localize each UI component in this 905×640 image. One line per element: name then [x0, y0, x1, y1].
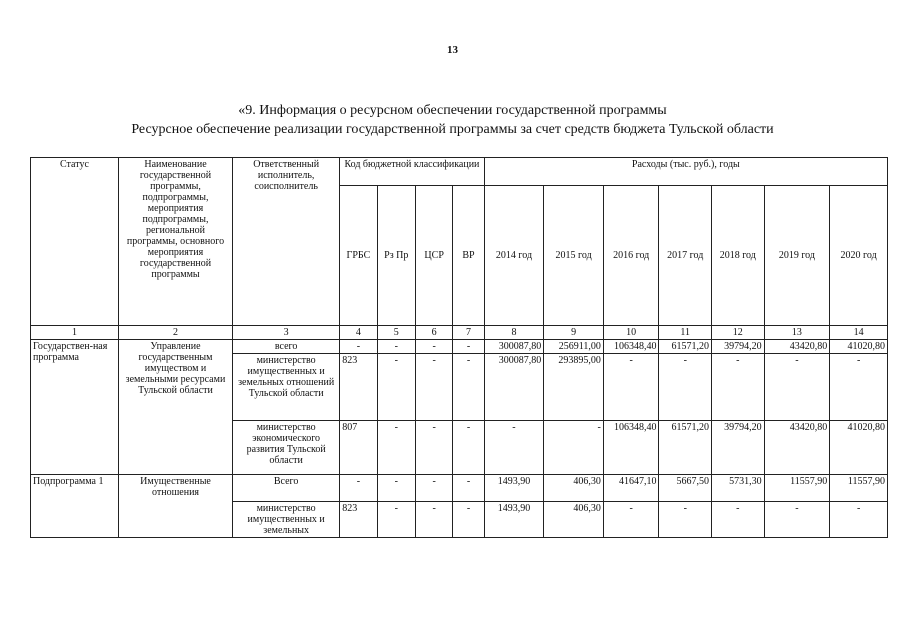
row-value: -: [764, 354, 830, 421]
col-number: 7: [453, 326, 484, 340]
row-value: 293895,00: [544, 354, 604, 421]
row-value: -: [830, 354, 888, 421]
row-name: Управление государственным имуществом и земельными ресурсами Тульской области: [118, 340, 232, 475]
row-grbs: -: [340, 340, 377, 354]
col-number: 8: [484, 326, 544, 340]
row-value: 41647,10: [603, 475, 659, 502]
row-value: -: [659, 354, 712, 421]
row-grbs: 823: [340, 502, 377, 538]
row-value: 106348,40: [603, 340, 659, 354]
header-expenses: Расходы (тыс. руб.), годы: [484, 158, 887, 186]
col-number: 2: [118, 326, 232, 340]
row-value: 300087,80: [484, 354, 544, 421]
row-value: 300087,80: [484, 340, 544, 354]
header-row: [31, 158, 888, 186]
row-value: 406,30: [544, 475, 604, 502]
table-caption: Ресурсное обеспечение реализации государственной программы за счет средств бюджета Тульской области: [131, 122, 774, 137]
row-rzpr: -: [377, 421, 415, 475]
row-vr: -: [453, 421, 484, 475]
row-value: 1493,90: [484, 475, 544, 502]
page-number: 13: [447, 44, 458, 56]
header-year: 2020 год: [830, 186, 888, 326]
header-grbs: ГРБС: [340, 186, 377, 326]
row-csr: -: [415, 421, 452, 475]
row-value: 11557,90: [764, 475, 830, 502]
col-number: 4: [340, 326, 377, 340]
row-value: 106348,40: [603, 421, 659, 475]
header-year: 2017 год: [659, 186, 712, 326]
header-executor: Ответственный исполнитель, соисполнитель: [233, 158, 340, 326]
col-number: 12: [712, 326, 765, 340]
header-year: 2019 год: [764, 186, 830, 326]
row-name: Имущественные отношения: [118, 475, 232, 538]
header-year: 2016 год: [603, 186, 659, 326]
row-value: 43420,80: [764, 421, 830, 475]
col-number: 3: [233, 326, 340, 340]
row-value: -: [544, 421, 604, 475]
col-number: 5: [377, 326, 415, 340]
col-number: 10: [603, 326, 659, 340]
row-value: 41020,80: [830, 340, 888, 354]
row-executor: министерство имущественных и земельных: [233, 502, 340, 538]
row-value: 61571,20: [659, 421, 712, 475]
row-value: -: [484, 421, 544, 475]
header-status: Статус: [31, 158, 119, 326]
row-value: -: [764, 502, 830, 538]
col-number: 1: [31, 326, 119, 340]
row-csr: -: [415, 502, 452, 538]
section-title: «9. Информация о ресурсном обеспечении государственной программы: [238, 103, 667, 118]
row-executor: министерство экономического развития Тульской области: [233, 421, 340, 475]
row-vr: -: [453, 340, 484, 354]
row-executor: министерство имущественных и земельных отношений Тульской области: [233, 354, 340, 421]
row-vr: -: [453, 354, 484, 421]
row-grbs: 823: [340, 354, 377, 421]
header-vr: ВР: [453, 186, 484, 326]
row-rzpr: -: [377, 340, 415, 354]
col-number: 6: [415, 326, 452, 340]
row-value: 61571,20: [659, 340, 712, 354]
header-name: Наименование государственной программы, подпрограммы, мероприятия подпрограммы, региональной программы, основного мероприятия государственной программы: [118, 158, 232, 326]
row-value: -: [712, 354, 765, 421]
row-status: Государствен-ная программа: [31, 340, 119, 475]
row-csr: -: [415, 340, 452, 354]
table-row: [31, 340, 888, 354]
row-value: 43420,80: [764, 340, 830, 354]
row-value: 1493,90: [484, 502, 544, 538]
resource-table: [30, 157, 888, 538]
row-rzpr: -: [377, 502, 415, 538]
row-vr: -: [453, 475, 484, 502]
row-value: -: [603, 502, 659, 538]
row-value: 5731,30: [712, 475, 765, 502]
row-value: -: [830, 502, 888, 538]
header-year: 2014 год: [484, 186, 544, 326]
column-number-row: [31, 326, 888, 340]
col-number: 14: [830, 326, 888, 340]
row-csr: -: [415, 475, 452, 502]
col-number: 11: [659, 326, 712, 340]
row-value: 11557,90: [830, 475, 888, 502]
row-rzpr: -: [377, 354, 415, 421]
row-value: -: [712, 502, 765, 538]
row-value: 5667,50: [659, 475, 712, 502]
row-rzpr: -: [377, 475, 415, 502]
row-value: 39794,20: [712, 421, 765, 475]
header-csr: ЦСР: [415, 186, 452, 326]
row-vr: -: [453, 502, 484, 538]
row-value: -: [659, 502, 712, 538]
header-rzpr: Рз Пр: [377, 186, 415, 326]
col-number: 9: [544, 326, 604, 340]
row-value: 406,30: [544, 502, 604, 538]
row-status: Подпрограмма 1: [31, 475, 119, 538]
row-executor: Всего: [233, 475, 340, 502]
col-number: 13: [764, 326, 830, 340]
row-value: 256911,00: [544, 340, 604, 354]
header-budget-code: Код бюджетной классификации: [340, 158, 484, 186]
row-value: 39794,20: [712, 340, 765, 354]
row-value: 41020,80: [830, 421, 888, 475]
row-grbs: -: [340, 475, 377, 502]
table-row: [31, 475, 888, 502]
header-year: 2018 год: [712, 186, 765, 326]
row-grbs: 807: [340, 421, 377, 475]
row-csr: -: [415, 354, 452, 421]
row-value: -: [603, 354, 659, 421]
row-executor: всего: [233, 340, 340, 354]
header-year: 2015 год: [544, 186, 604, 326]
